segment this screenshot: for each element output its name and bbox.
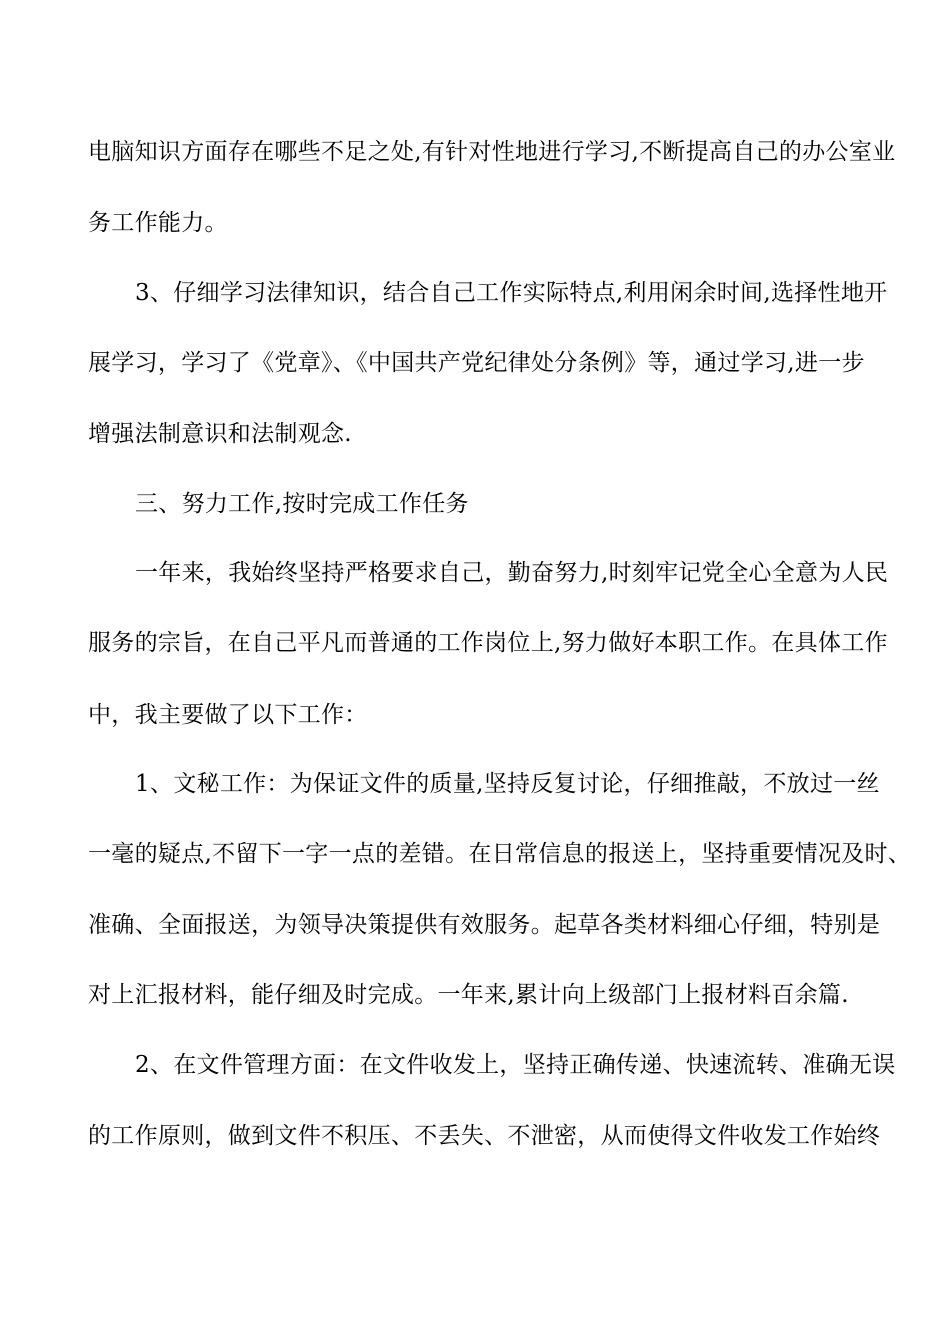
text-line-15: 的工作原则，做到文件不积压、不丢失、不泄密，从而使得文件收发工作始终 bbox=[88, 1123, 881, 1149]
text-line-1: 电脑知识方面存在哪些不足之处,有针对性地进行学习,不断提高自己的办公室业 bbox=[88, 139, 896, 165]
text-line-4: 展学习，学习了《党章》、《中国共产党纪律处分条例》等，通过学习,进一步 bbox=[88, 350, 865, 376]
text-line-9: 中，我主要做了以下工作： bbox=[88, 702, 368, 728]
text-line-11: 一毫的疑点,不留下一字一点的差错。在日常信息的报送上，坚持重要情况及时、 bbox=[88, 841, 912, 867]
text-line-10: 1、文秘工作：为保证文件的质量,坚持反复讨论，仔细推敲，不放过一丝 bbox=[135, 771, 880, 797]
text-line-5: 增强法制意识和法制观念. bbox=[88, 421, 352, 447]
text-line-8: 服务的宗旨，在自己平凡而普通的工作岗位上,努力做好本职工作。在具体工作 bbox=[88, 630, 888, 656]
text-line-3: 3、仔细学习法律知识，结合自己工作实际特点,利用闲余时间,选择性地开 bbox=[135, 280, 888, 306]
text-line-2: 务工作能力。 bbox=[88, 210, 228, 236]
text-line-13: 对上汇报材料，能仔细及时完成。一年来,累计向上级部门上报材料百余篇. bbox=[88, 982, 849, 1008]
text-line-14: 2、在文件管理方面：在文件收发上，坚持正确传递、快速流转、准确无误 bbox=[135, 1052, 896, 1078]
section-heading: 三、努力工作,按时完成工作任务 bbox=[135, 491, 469, 517]
text-line-12: 准确、全面报送，为领导决策提供有效服务。起草各类材料细心仔细，特别是 bbox=[88, 912, 881, 938]
text-line-7: 一年来，我始终坚持严格要求自己，勤奋努力,时刻牢记党全心全意为人民 bbox=[135, 560, 889, 586]
